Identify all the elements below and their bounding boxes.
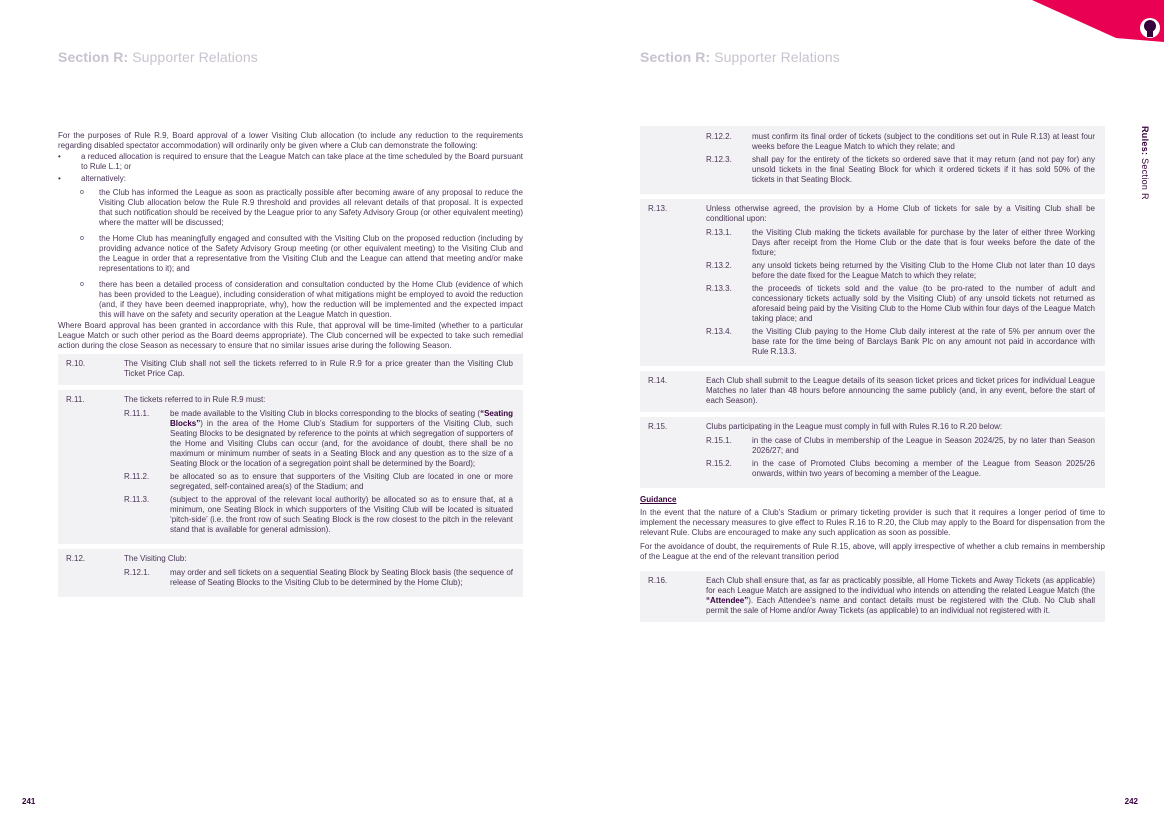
rule-item: R.13.2. any unsold tickets being returned by the Visiting Club to the Home Club not later than 10 days before the date fixed for the League Match to which they relate;: [706, 261, 1095, 280]
page-number: 242: [1124, 797, 1138, 806]
bullet-item: • a reduced allocation is required to ensure that the League Match can take place at the time scheduled by the Board pursuant to Rule L.1; or: [58, 152, 523, 171]
rule-r16: R.16. Each Club shall ensure that, as far as practicably possible, all Home Tickets and Away Tickets (as applicable) for each League Match are assigned to the individual who intends on attending the related League Match (the “Attendee”). Each Attendee’s name and contact details must be registered with the Club. No Club shall permit the sale of Home and/or Away Tickets (as applicable) to an individual not registered with it.: [640, 571, 1105, 622]
rule-item: R.13.4. the Visiting Club paying to the Home Club daily interest at the rate of 5% per annum over the base rate for the time being of Barclays Bank Plc on any amount not paid in accordance with Rule R.13.3.: [706, 327, 1095, 356]
guidance-paragraph: In the event that the nature of a Club’s Stadium or primary ticketing provider is such that it requires a longer period of time to implement the necessary measures to give effect to Rules R.16 to R.20, the Club may apply to the Board for dispensation from the relevant Rule. Clubs are encouraged to make any such application as soon as possible.: [640, 508, 1105, 537]
right-page: [582, 0, 1164, 826]
guidance-heading: Guidance: [640, 495, 677, 504]
rule-r15: R.15. Clubs participating in the League must comply in full with Rules R.16 to R.20 below: R.15.1. in the case of Clubs in membership of the League in Season 2024/25, by no later than Season 2026/27; and R.15.2. in the case of Promoted Clubs becoming a member of the League from Season 2025/26 onwards, within two years of becoming a member of the League.: [640, 417, 1105, 488]
rule-item: R.11.3. (subject to the approval of the relevant local authority) be allocated so as to ensure that, at a minimum, one Seating Block in which supporters of the Visiting Club will be located is situated ‘pitch-side’ (i.e. the front row of such Seating Block is the row closest to the pitch in the relevant stand that is available for general admission).: [124, 495, 513, 534]
rule-item: R.12.2. must confirm its final order of tickets (subject to the conditions set out in Rule R.13) at least four weeks before the League Match to which they relate; and: [706, 132, 1095, 151]
right-body: [640, 126, 1105, 627]
rule-r12: R.12. The Visiting Club: R.12.1. may order and sell tickets on a sequential Seating Block by Seating Block basis (the sequence of release of Seating Blocks to the Visiting Club to be determined by the Home Club);: [58, 549, 523, 597]
closing-paragraph: Where Board approval has been granted in accordance with this Rule, that approval will be time-limited (whether to a particular League Match or such other period as the Board deems appropriate). The Club concerned will be expected to take such remedial action during the close Season as necessary to ensure that no similar issues arise during the following Season.: [58, 321, 523, 350]
section-title: Section R: Supporter Relations: [58, 49, 258, 65]
side-label: Rules: Section R: [1140, 126, 1150, 200]
rule-item: R.13.3. the proceeds of tickets sold and the value (to be pro-rated to the number of adult and concessionary tickets actually sold by the Visiting Club) of any unsold tickets not returned as aforesaid being paid by the Visiting Club to the Home Club within four days of the League Match taking place; and: [706, 284, 1095, 323]
left-body: [58, 131, 523, 602]
rule-r13: R.13. Unless otherwise agreed, the provision by a Home Club of tickets for sale by a Visiting Club shall be conditional upon: R.13.1. the Visiting Club making the tickets available for purchase by the later of either three Working Days after receipt from the Home Club or the date that is four weeks before the date of the fixture; R.13.2. any unsold tickets being returned by the Visiting Club to the Home Club not later than 10 days before the date fixed for the League Match to which they relate; R.13.3. the proceeds of tickets sold and the value (to be pro-rated to the number of adult and concessionary tickets actually sold by the Visiting Club) of any unsold tickets not returned as aforesaid being paid by the Visiting Club to the Home Club within four days of the League Match taking place; and R.13.4. the Visiting Club paying to the Home Club daily interest at the rate of 5% per annum over the base rate for the time being of Barclays Bank Plc on any amount not paid in accordance with Rule R.13.3.: [640, 199, 1105, 366]
bullet-item: • alternatively:: [58, 174, 126, 183]
page-number: 241: [22, 797, 36, 806]
intro-paragraph: For the purposes of Rule R.9, Board approval of a lower Visiting Club allocation (to include any reduction to the requirements regarding disabled spectator accommodation) will ordinarily only be given where a Club can demonstrate the following:: [58, 131, 523, 150]
rule-item: R.12.1. may order and sell tickets on a sequential Seating Block by Seating Block basis (the sequence of release of Seating Blocks to the Visiting Club to be determined by the Home Club);: [124, 568, 513, 587]
rule-r10: R.10. The Visiting Club shall not sell the tickets referred to in Rule R.9 for a price greater than the Visiting Club Ticket Price Cap.: [58, 354, 523, 385]
section-title: Section R: Supporter Relations: [640, 49, 840, 65]
rule-item: R.12.3. shall pay for the entirety of the tickets so ordered save that it may return (and not pay for) any unsold tickets in the final Seating Block for which it ordered tickets if it has sold 50% of the tickets in that Seating Block.: [706, 155, 1095, 184]
rule-item: R.11.2. be allocated so as to ensure that supporters of the Visiting Club are located in one or more segregated, self-contained area(s) of the Stadium; and: [124, 472, 513, 491]
rule-item: R.15.2. in the case of Promoted Clubs becoming a member of the League from Season 2025/26 onwards, within two years of becoming a member of the League.: [706, 459, 1095, 478]
rule-item: R.13.1. the Visiting Club making the tickets available for purchase by the later of either three Working Days after receipt from the Home Club or the date that is four weeks before the date of the fixture;: [706, 228, 1095, 257]
rule-item: R.11.1. be made available to the Visiting Club in blocks corresponding to the blocks of seating (“Seating Blocks”) in the area of the Home Club’s Stadium for supporters of the Visiting Club, such Seating Blocks to be designated by reference to the points at which segregation of supporters of the Home and Visiting Clubs can occur (and, for the avoidance of doubt, there shall be no maximum or minimum number of seats in a Seating Block and any question as to the size of a Seating Block or the location of a segregation point shall be determined by the Board);: [124, 409, 513, 468]
sub-bullet-item: o the Club has informed the League as soon as practically possible after becoming aware of any proposal to reduce the Visiting Club allocation below the Rule R.9 threshold and provides all relevant details of that proposal. It is expected that such notification should be received by the League prior to any Safety Advisory Group (or other equivalent meeting) where the matter will be discussed;: [80, 188, 523, 227]
rule-r14: R.14. Each Club shall submit to the League details of its season ticket prices and ticket prices for individual League Matches no later than 48 hours before announcing the same publicly (and, in any event, before the start of each Season).: [640, 371, 1105, 412]
sub-bullet-item: o the Home Club has meaningfully engaged and consulted with the Visiting Club on the proposed reduction (including by providing advance notice of the Safety Advisory Group meeting (or other equivalent meeting) to the Visiting Club and the League in order that a representative from the Visiting Club and the League can attend that meeting and/or make representations to it); and: [80, 234, 523, 273]
rule-r11: R.11. The tickets referred to in Rule R.9 must: R.11.1. be made available to the Visiting Club in blocks corresponding to the blocks of seating (“Seating Blocks”) in the area of the Home Club’s Stadium for supporters of the Visiting Club, such Seating Blocks to be designated by reference to the points at which segregation of supporters of the Home and Visiting Clubs can occur (and, for the avoidance of doubt, there shall be no maximum or minimum number of seats in a Seating Block and any question as to the size of a Seating Block or the location of a segregation point shall be determined by the Board); R.11.2. be allocated so as to ensure that supporters of the Visiting Club are located in one or more segregated, self-contained area(s) of the Stadium; and R.11.3. (subject to the approval of the relevant local authority) be allocated so as to ensure that, at a minimum, one Seating Block in which supporters of the Visiting Club will be located is situated ‘pitch-side’ (i.e. the front row of such Seating Block is the row closest to the pitch in the relevant stand that is available for general admission).: [58, 390, 523, 544]
rule-r12-continued: [640, 126, 1105, 194]
corner-graphic: [1014, 0, 1164, 60]
guidance-paragraph: For the avoidance of doubt, the requirements of Rule R.15, above, will apply irrespective of whether a club remains in membership of the League at the end of the relevant transition period: [640, 542, 1105, 561]
sub-bullet-item: o there has been a detailed process of consideration and consultation conducted by the Home Club (evidence of which has been provided to the League), including consideration of what mitigations might be employed to avoid the reduction (and, if they have been deemed inappropriate, why), how the reduction will be implemented and the expected impact this will have on the safety and security operation at the League Match in question.: [80, 280, 523, 319]
rule-item: R.15.1. in the case of Clubs in membership of the League in Season 2024/25, by no later than Season 2026/27; and: [706, 436, 1095, 455]
